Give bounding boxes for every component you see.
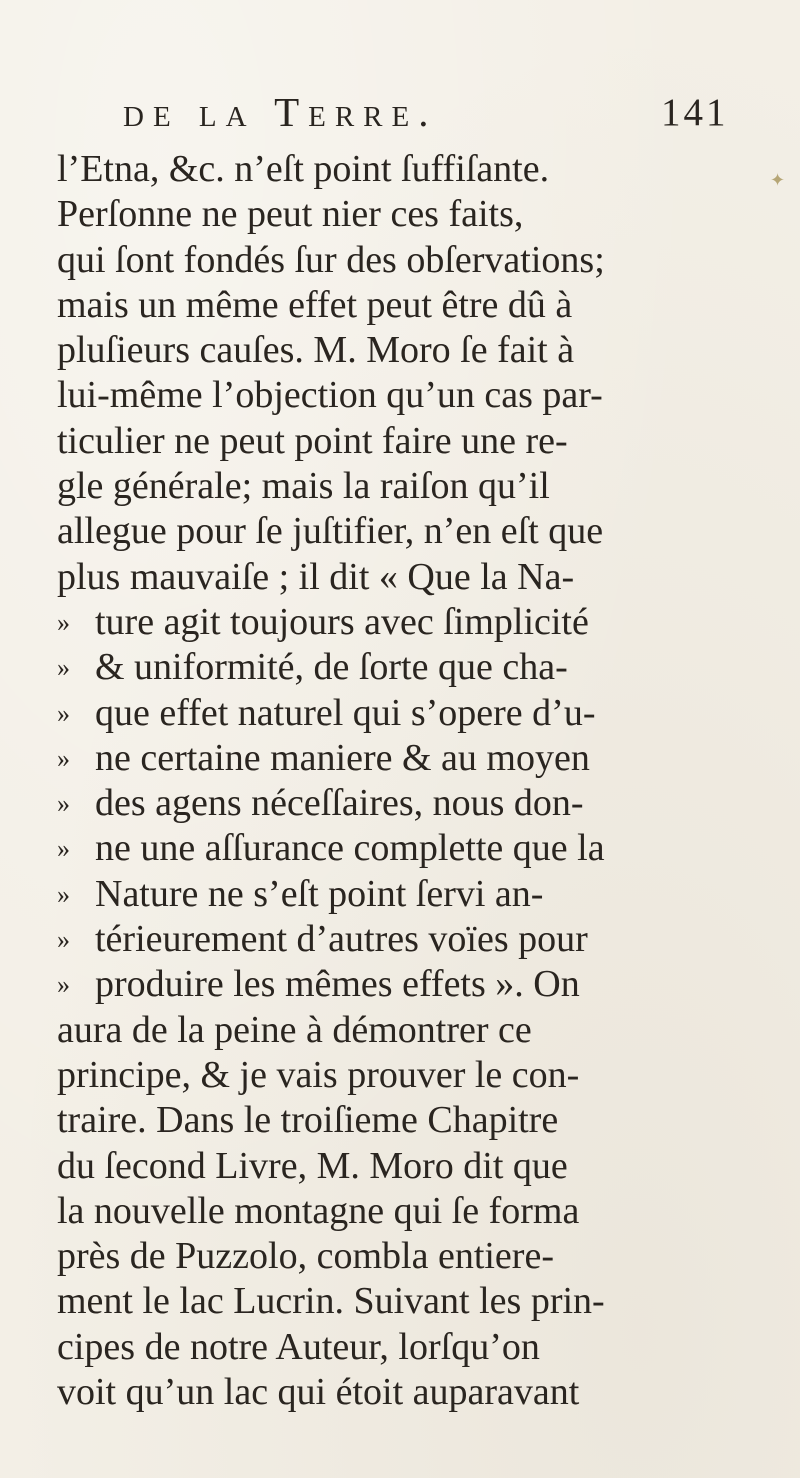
text-line [57,192,779,237]
text-line [57,962,779,1007]
line-text: & uniformité, de ſorte que cha- [95,646,568,689]
line-text: l’Etna, &c. n’eſt point ſuffiſante. [57,148,550,190]
text-line [57,1098,779,1143]
quote-mark: » [57,970,70,1000]
quote-mark: » [57,789,70,819]
line-text: produire les mêmes effets ». On [95,963,580,1006]
text-line [57,872,779,917]
page-header [0,88,800,148]
text-line [57,1234,779,1279]
quote-mark: » [57,879,70,909]
text-line [57,781,779,826]
text-line [57,328,779,373]
line-text: principe, & je vais prouver le con- [57,1053,580,1096]
quote-mark: » [57,925,70,955]
line-text: ture agit toujours avec ſimplicité [95,600,589,643]
text-line [57,691,779,736]
text-line [57,283,779,328]
text-line [57,1325,779,1370]
line-text: aura de la peine à démontrer ce [57,1008,532,1051]
line-text: lui-même l’objection qu’un cas par- [57,374,603,417]
line-text: mais un même effet peut être dû à [57,283,573,326]
line-text: plus mauvaiſe ; il dit « Que la Na- [57,555,575,598]
text-line [57,736,779,781]
line-text: ne certaine maniere & au moyen [95,736,590,779]
text-line [57,600,779,645]
line-text: la nouvelle montagne qui ſe forma [57,1189,580,1232]
page-number: 141 [661,91,729,134]
line-text: traire. Dans le troiſieme Chapitre [57,1099,559,1142]
text-line [57,826,779,871]
running-head: de la Terre. [123,89,438,135]
text-line [57,509,779,554]
line-text: pluſieurs cauſes. M. Moro ſe fait à [57,329,575,372]
line-text: térieurement d’autres voïes pour [95,918,588,961]
text-line [57,238,779,283]
line-text: cipes de notre Auteur, lorſqu’on [57,1325,540,1368]
text-line [57,1279,779,1324]
quote-mark: » [57,653,70,683]
line-text: que effet naturel qui s’opere d’u- [95,691,596,734]
text-line [57,1053,779,1098]
text-block [57,147,779,1415]
line-text: allegue pour ſe juſtifier, n’en eſt que [57,510,604,553]
quote-mark: » [57,698,70,728]
line-text: près de Puzzolo, combla entiere- [57,1235,554,1278]
line-text: voit qu’un lac qui étoit auparavant [57,1371,580,1414]
text-line [57,1189,779,1234]
quote-mark: » [57,834,70,864]
text-line [57,555,779,600]
line-text: Nature ne s’eſt point ſervi an- [95,872,544,915]
text-line [57,373,779,418]
line-text: Perſonne ne peut nier ces faits, [57,193,524,236]
text-line [57,1008,779,1053]
line-text: qui ſont fondés ſur des obſervations; [57,238,605,281]
quote-mark: » [57,607,70,637]
text-line [57,147,779,192]
text-line [57,419,779,464]
ink-speck-icon: ✦ [770,170,786,190]
text-line [57,917,779,962]
text-line [57,1144,779,1189]
quote-mark: » [57,743,70,773]
line-text: ne une aſſurance complette que la [95,827,605,870]
text-line [57,645,779,690]
text-line [57,1370,779,1415]
line-text: des agens néceſſaires, nous don- [95,782,584,825]
line-text: du ſecond Livre, M. Moro dit que [57,1144,568,1187]
text-line [57,464,779,509]
line-text: gle générale; mais la raiſon qu’il [57,465,550,508]
line-text: ment le lac Lucrin. Suivant les prin- [57,1280,605,1323]
line-text: ticulier ne peut point faire une re- [57,419,568,462]
